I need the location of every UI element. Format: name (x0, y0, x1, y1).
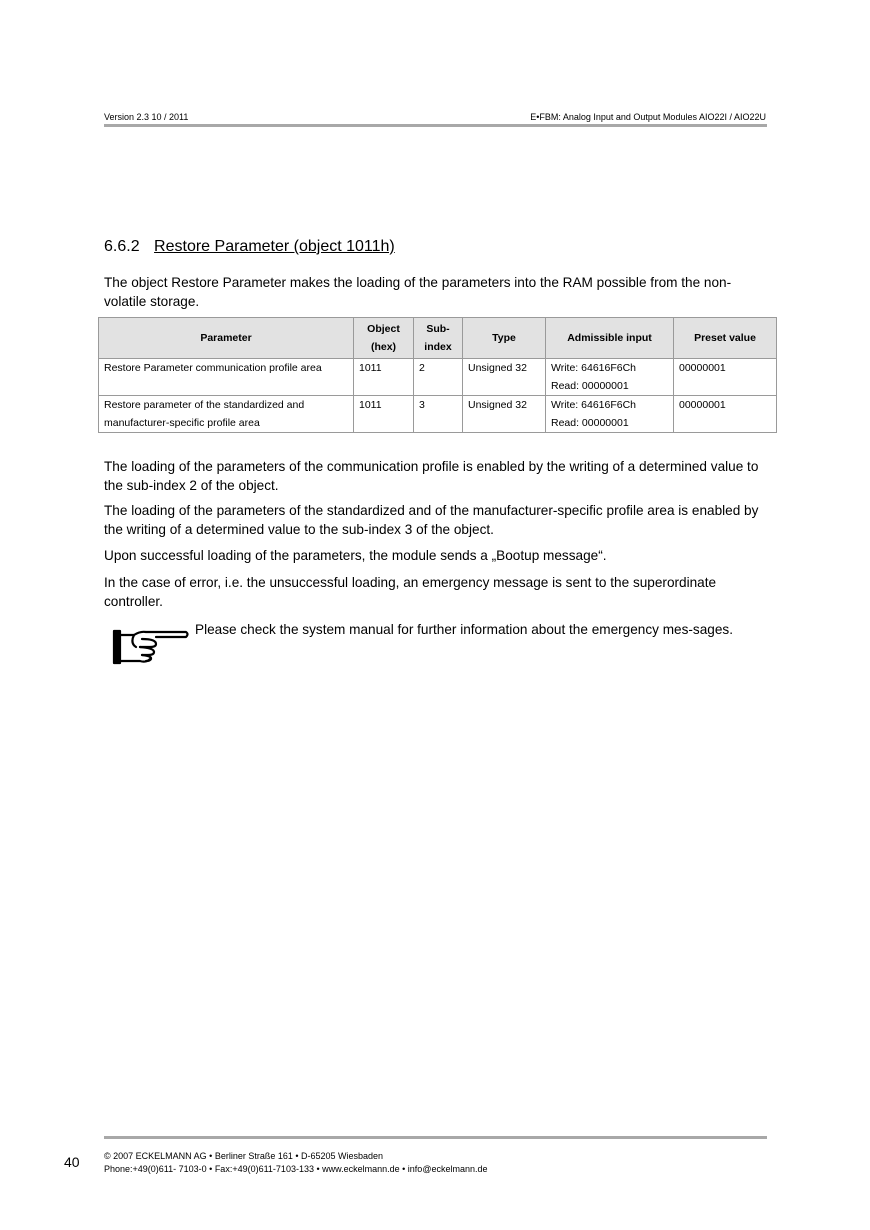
col-type: Type (463, 318, 546, 359)
col-object: Object (hex) (354, 318, 414, 359)
cell-object: 1011 (354, 359, 414, 396)
header-document-title: E•FBM: Analog Input and Output Modules AIO22I / AIO22U (530, 112, 766, 122)
table-header-row (99, 318, 777, 359)
restore-parameter-table (98, 317, 777, 433)
intro-paragraph: The object Restore Parameter makes the loading of the parameters into the RAM possible from the non-volatile storage. (104, 275, 732, 309)
table-row (99, 396, 777, 433)
pointing-hand-icon (112, 625, 190, 669)
cell-parameter: Restore parameter of the standardized and manufacturer-specific profile area (99, 396, 354, 433)
header-rule (104, 124, 767, 127)
col-parameter: Parameter (99, 318, 354, 359)
cell-type: Unsigned 32 (463, 359, 546, 396)
col-subindex: Sub- index (414, 318, 463, 359)
footer-address: © 2007 ECKELMANN AG • Berliner Straße 161 • D-65205 Wiesbaden (104, 1151, 384, 1161)
footer-rule (104, 1136, 767, 1139)
section-number: 6.6.2 (104, 238, 140, 255)
paragraph-communication-profile: The loading of the parameters of the communication profile is enabled by the writing of a determined value to the sub-index 2 of the object. (104, 459, 759, 493)
cell-admissible-input: Write: 64616F6Ch Read: 00000001 (546, 359, 674, 396)
cell-preset-value: 00000001 (674, 396, 777, 433)
note-text: Please check the system manual for further information about the emergency mes-sages. (195, 622, 733, 637)
col-preset-value: Preset value (674, 318, 777, 359)
cell-subindex: 3 (414, 396, 463, 433)
section-title: Restore Parameter (object 1011h) (154, 238, 395, 255)
cell-admissible-input: Write: 64616F6Ch Read: 00000001 (546, 396, 674, 433)
paragraph-bootup: Upon successful loading of the parameters, the module sends a „Bootup message“. (104, 548, 607, 563)
paragraph-error: In the case of error, i.e. the unsuccessful loading, an emergency message is sent to the superordinate controller. (104, 575, 717, 609)
footer-contact: Phone:+49(0)611- 7103-0 • Fax:+49(0)611-7103-133 • www.eckelmann.de • info@eckelmann.de (104, 1164, 488, 1174)
cell-object: 1011 (354, 396, 414, 433)
cell-parameter: Restore Parameter communication profile area (99, 359, 354, 396)
page-number: 40 (64, 1154, 80, 1170)
header-version: Version 2.3 10 / 2011 (104, 112, 189, 122)
cell-preset-value: 00000001 (674, 359, 777, 396)
paragraph-manufacturer-profile: The loading of the parameters of the standardized and of the manufacturer-specific profile area is enabled by the writing of a determined value to the sub-index 3 of the object. (104, 503, 759, 537)
col-admissible-input: Admissible input (546, 318, 674, 359)
cell-subindex: 2 (414, 359, 463, 396)
section-heading (104, 238, 395, 256)
cell-type: Unsigned 32 (463, 396, 546, 433)
table-row (99, 359, 777, 396)
